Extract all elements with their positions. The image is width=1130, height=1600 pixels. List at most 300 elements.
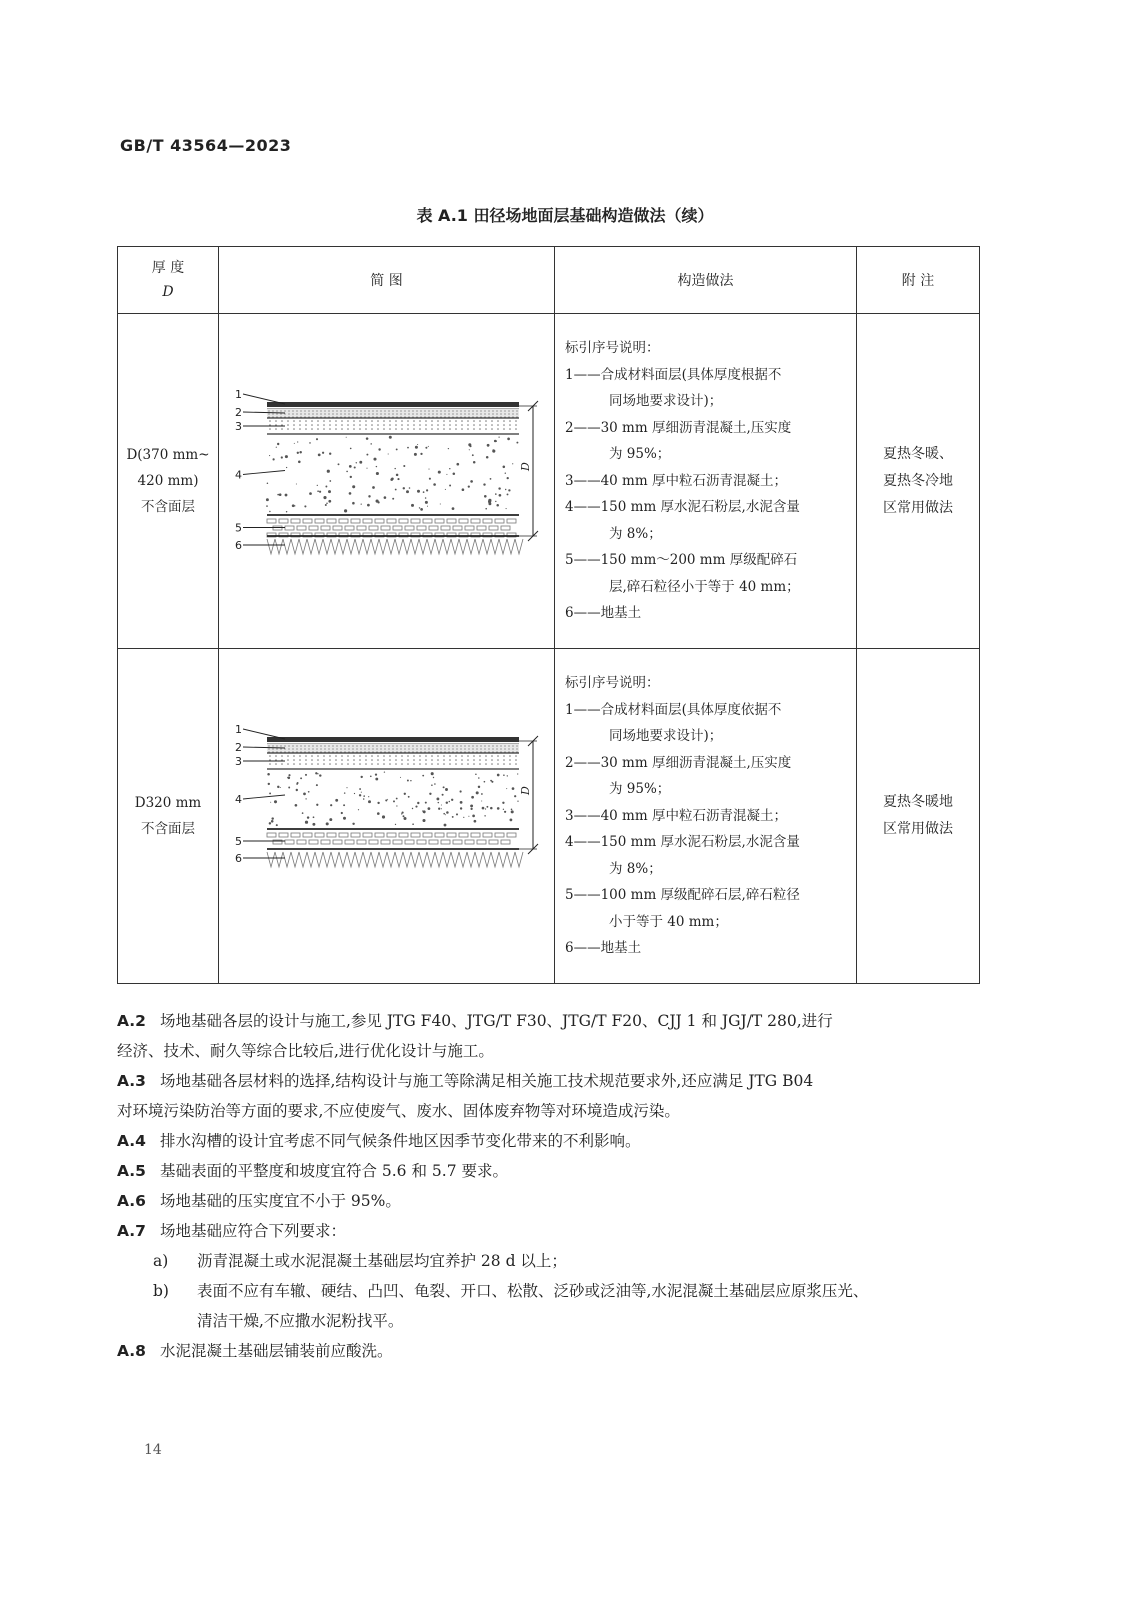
stone-powder-speck bbox=[294, 804, 297, 807]
stone-powder-speck bbox=[269, 792, 271, 794]
gravel-block bbox=[435, 833, 444, 837]
stone-powder-speck bbox=[329, 453, 331, 455]
medium-aggregate-dot bbox=[503, 759, 505, 761]
stone-powder-speck bbox=[337, 463, 339, 465]
stone-powder-speck bbox=[383, 771, 384, 772]
medium-aggregate-dot bbox=[509, 763, 511, 765]
medium-aggregate-dot bbox=[401, 424, 403, 426]
stone-powder-speck bbox=[431, 784, 433, 786]
stone-powder-speck bbox=[510, 810, 513, 813]
fine-aggregate-dot bbox=[344, 413, 345, 414]
stone-powder-speck bbox=[498, 436, 499, 437]
stone-powder-speck bbox=[315, 784, 317, 786]
stone-powder-speck bbox=[473, 820, 476, 823]
fine-aggregate-dot bbox=[268, 745, 269, 746]
medium-aggregate-dot bbox=[323, 424, 325, 426]
fine-aggregate-dot bbox=[432, 745, 433, 746]
medium-aggregate-dot bbox=[503, 420, 505, 422]
subgrade-hatch bbox=[267, 539, 523, 554]
fine-aggregate-dot bbox=[380, 410, 381, 411]
layer-section-diagram bbox=[227, 721, 547, 911]
stone-powder-speck bbox=[456, 463, 459, 466]
medium-aggregate-dot bbox=[425, 420, 427, 422]
fine-aggregate-dot bbox=[316, 745, 317, 746]
stone-powder-speck bbox=[297, 441, 298, 442]
medium-aggregate-dot bbox=[353, 755, 355, 757]
fine-aggregate-dot bbox=[492, 413, 493, 414]
stone-powder-speck bbox=[368, 495, 370, 497]
medium-aggregate-dot bbox=[329, 424, 331, 426]
fine-aggregate-dot bbox=[268, 410, 269, 411]
table-header-row bbox=[118, 247, 980, 314]
stone-powder-speck bbox=[484, 495, 487, 498]
thickness-cell bbox=[118, 649, 219, 984]
fine-aggregate-dot bbox=[460, 748, 461, 749]
gravel-block bbox=[411, 519, 420, 523]
fine-aggregate-dot bbox=[340, 413, 341, 414]
fine-aggregate-dot bbox=[444, 745, 445, 746]
fine-aggregate-dot bbox=[356, 413, 357, 414]
fine-aggregate-dot bbox=[500, 413, 501, 414]
medium-aggregate-dot bbox=[347, 428, 349, 430]
stone-powder-speck bbox=[287, 777, 288, 778]
fine-aggregate-dot bbox=[492, 748, 493, 749]
stone-powder-speck bbox=[406, 490, 409, 493]
stone-powder-speck bbox=[346, 787, 347, 788]
stone-powder-speck bbox=[451, 799, 453, 801]
stone-powder-speck bbox=[506, 493, 508, 495]
medium-aggregate-dot bbox=[473, 763, 475, 765]
medium-aggregate-dot bbox=[455, 763, 457, 765]
stone-powder-speck bbox=[401, 813, 402, 814]
fine-aggregate-dot bbox=[360, 745, 361, 746]
medium-aggregate-dot bbox=[299, 755, 301, 757]
medium-aggregate-dot bbox=[431, 763, 433, 765]
medium-aggregate-dot bbox=[287, 428, 289, 430]
fine-aggregate-dot bbox=[476, 748, 477, 749]
leader-line bbox=[243, 729, 285, 739]
medium-aggregate-dot bbox=[359, 420, 361, 422]
fine-aggregate-dot bbox=[404, 410, 405, 411]
medium-aggregate-dot bbox=[437, 424, 439, 426]
gravel-block bbox=[441, 840, 450, 844]
stone-powder-speck bbox=[393, 800, 395, 802]
gravel-block bbox=[423, 519, 432, 523]
method-line: 5——100 mm 厚级配碎石层,碎石粒径 bbox=[565, 887, 800, 904]
fine-aggregate-dot bbox=[372, 410, 373, 411]
gravel-block bbox=[483, 519, 492, 523]
fine-aggregate-dot bbox=[332, 410, 333, 411]
stone-powder-speck bbox=[459, 801, 462, 804]
gravel-block bbox=[297, 840, 306, 844]
stone-powder-speck bbox=[394, 489, 396, 491]
medium-aggregate-dot bbox=[353, 420, 355, 422]
fine-aggregate-dot bbox=[500, 748, 501, 749]
stone-powder-speck bbox=[508, 489, 510, 491]
medium-aggregate-dot bbox=[383, 763, 385, 765]
fine-aggregate-dot bbox=[292, 745, 293, 746]
fine-aggregate-dot bbox=[288, 413, 289, 414]
medium-aggregate-dot bbox=[395, 755, 397, 757]
stone-powder-speck bbox=[395, 798, 397, 800]
gravel-block bbox=[285, 526, 294, 530]
fine-aggregate-dot bbox=[296, 745, 297, 746]
stone-powder-speck bbox=[472, 461, 475, 464]
medium-aggregate-dot bbox=[401, 763, 403, 765]
medium-aggregate-dot bbox=[269, 763, 271, 765]
stone-powder-speck bbox=[441, 794, 443, 796]
fine-aggregate-dot bbox=[476, 410, 477, 411]
thickness-line: 不含面层 bbox=[141, 821, 195, 837]
fine-aggregate-dot bbox=[408, 745, 409, 746]
gravel-block bbox=[381, 526, 390, 530]
fine-aggregate-dot bbox=[292, 413, 293, 414]
stone-powder-speck bbox=[394, 468, 395, 469]
fine-aggregate-dot bbox=[308, 745, 309, 746]
method-line: 3——40 mm 厚中粒石沥青混凝土； bbox=[565, 472, 787, 489]
fine-aggregate-dot bbox=[408, 410, 409, 411]
layer-number-label: 4 bbox=[234, 793, 242, 806]
fine-aggregate-dot bbox=[420, 748, 421, 749]
fine-aggregate-dot bbox=[400, 745, 401, 746]
medium-aggregate-dot bbox=[467, 755, 469, 757]
medium-aggregate-dot bbox=[443, 759, 445, 761]
stone-powder-speck bbox=[445, 801, 447, 803]
layer-number-label: 1 bbox=[234, 723, 242, 736]
fine-aggregate-dot bbox=[312, 413, 313, 414]
gravel-block bbox=[381, 840, 390, 844]
medium-aggregate-dot bbox=[377, 424, 379, 426]
fine-aggregate-dot bbox=[416, 413, 417, 414]
fine-aggregate-dot bbox=[396, 745, 397, 746]
stone-powder-speck bbox=[288, 774, 290, 776]
stone-powder-speck bbox=[368, 800, 371, 803]
clause-text: 水泥混凝土基础层铺装前应酸洗。 bbox=[159, 1342, 393, 1360]
fine-aggregate-dot bbox=[424, 745, 425, 746]
stone-powder-speck bbox=[296, 452, 298, 454]
stone-powder-speck bbox=[470, 808, 472, 810]
stone-powder-speck bbox=[432, 777, 433, 778]
stone-powder-speck bbox=[493, 440, 496, 443]
medium-aggregate-dot bbox=[443, 763, 445, 765]
fine-aggregate-dot bbox=[508, 745, 509, 746]
medium-aggregate-dot bbox=[383, 424, 385, 426]
stone-powder-speck bbox=[422, 775, 424, 777]
fine-aggregate-dot bbox=[308, 748, 309, 749]
gravel-block bbox=[405, 526, 414, 530]
medium-aggregate-dot bbox=[431, 755, 433, 757]
fine-aggregate-dot bbox=[284, 410, 285, 411]
fine-aggregate-dot bbox=[348, 410, 349, 411]
fine-aggregate-dot bbox=[464, 413, 465, 414]
stone-powder-speck bbox=[502, 466, 505, 469]
medium-aggregate-dot bbox=[467, 759, 469, 761]
stone-powder-speck bbox=[437, 471, 440, 474]
stone-powder-speck bbox=[353, 466, 355, 468]
fine-aggregate-dot bbox=[292, 410, 293, 411]
stone-powder-speck bbox=[329, 480, 331, 482]
fine-aggregate-dot bbox=[444, 413, 445, 414]
gravel-block bbox=[507, 519, 516, 523]
fine-aggregate-dot bbox=[380, 413, 381, 414]
stone-powder-speck bbox=[312, 816, 314, 818]
fine-aggregate-dot bbox=[368, 413, 369, 414]
medium-aggregate-dot bbox=[305, 763, 307, 765]
medium-aggregate-dot bbox=[377, 755, 379, 757]
medium-aggregate-dot bbox=[275, 428, 277, 430]
stone-powder-speck bbox=[387, 453, 388, 454]
medium-aggregate-dot bbox=[287, 759, 289, 761]
gravel-block bbox=[357, 840, 366, 844]
medium-aggregate-dot bbox=[509, 755, 511, 757]
stone-powder-speck bbox=[468, 449, 469, 450]
stone-powder-speck bbox=[300, 777, 302, 779]
note-line: 夏热冬暖地 bbox=[883, 794, 953, 810]
gravel-block bbox=[327, 519, 336, 523]
medium-aggregate-dot bbox=[395, 424, 397, 426]
fine-aggregate-dot bbox=[396, 748, 397, 749]
stone-powder-speck bbox=[481, 807, 484, 810]
stone-powder-speck bbox=[440, 808, 441, 809]
medium-aggregate-dot bbox=[305, 755, 307, 757]
stone-powder-speck bbox=[436, 797, 439, 800]
medium-aggregate-dot bbox=[317, 755, 319, 757]
clause-a2-cont: 经济、技术、耐久等综合比较后,进行优化设计与施工。 bbox=[117, 1042, 494, 1060]
clause-number: A.5 bbox=[117, 1162, 146, 1180]
method-line: 同场地要求设计)； bbox=[609, 393, 723, 410]
fine-aggregate-dot bbox=[288, 410, 289, 411]
leader-line bbox=[243, 795, 285, 799]
clause-a8 bbox=[117, 1336, 983, 1366]
stone-powder-speck bbox=[293, 443, 294, 444]
stone-powder-speck bbox=[301, 812, 303, 814]
fine-aggregate-dot bbox=[516, 413, 517, 414]
stone-powder-speck bbox=[403, 465, 405, 467]
stone-powder-speck bbox=[325, 486, 327, 488]
header-thickness-label: 厚 度 bbox=[151, 260, 185, 276]
medium-aggregate-dot bbox=[425, 428, 427, 430]
gravel-block bbox=[477, 840, 486, 844]
gravel-block bbox=[387, 519, 396, 523]
fine-aggregate-dot bbox=[300, 748, 301, 749]
medium-aggregate-dot bbox=[323, 755, 325, 757]
stone-powder-speck bbox=[420, 453, 422, 455]
fine-aggregate-dot bbox=[352, 748, 353, 749]
stone-powder-speck bbox=[489, 478, 491, 480]
fine-aggregate-dot bbox=[328, 745, 329, 746]
stone-powder-speck bbox=[470, 804, 473, 807]
surface-layer bbox=[267, 737, 519, 742]
fine-aggregate-dot bbox=[312, 745, 313, 746]
fine-aggregate-dot bbox=[464, 410, 465, 411]
stone-powder-speck bbox=[461, 488, 464, 491]
fine-aggregate-dot bbox=[308, 413, 309, 414]
medium-aggregate-dot bbox=[389, 759, 391, 761]
clause-number: A.7 bbox=[117, 1222, 146, 1240]
stone-powder-speck bbox=[449, 468, 450, 469]
stone-powder-speck bbox=[414, 446, 417, 449]
document-code: GB/T 43564—2023 bbox=[120, 136, 292, 155]
fine-aggregate-dot bbox=[444, 410, 445, 411]
gravel-block bbox=[459, 519, 468, 523]
stone-powder-speck bbox=[477, 786, 479, 788]
method-line: 同场地要求设计)； bbox=[609, 728, 723, 745]
medium-aggregate-dot bbox=[485, 428, 487, 430]
medium-aggregate-dot bbox=[305, 420, 307, 422]
fine-aggregate-dot bbox=[512, 745, 513, 746]
gravel-block bbox=[489, 526, 498, 530]
stone-powder-speck bbox=[486, 806, 488, 808]
stone-powder-speck bbox=[328, 490, 331, 493]
stone-powder-speck bbox=[366, 468, 367, 469]
fine-aggregate-dot bbox=[400, 748, 401, 749]
medium-aggregate-dot bbox=[455, 755, 457, 757]
stone-powder-speck bbox=[303, 793, 306, 796]
stone-powder-speck bbox=[353, 793, 354, 794]
medium-aggregate-dot bbox=[509, 424, 511, 426]
layer-number-label: 2 bbox=[234, 406, 242, 419]
stone-powder-speck bbox=[375, 778, 378, 781]
fine-aggregate-dot bbox=[356, 745, 357, 746]
fine-aggregate-dot bbox=[448, 745, 449, 746]
fine-aggregate-dot bbox=[428, 413, 429, 414]
fine-aggregate-dot bbox=[272, 410, 273, 411]
stone-powder-speck bbox=[275, 824, 277, 826]
layer-number-label: 3 bbox=[234, 755, 242, 768]
fine-aggregate-dot bbox=[296, 410, 297, 411]
stone-powder-speck bbox=[272, 458, 274, 460]
fine-aggregate-dot bbox=[352, 745, 353, 746]
stone-powder-speck bbox=[352, 485, 355, 488]
stone-powder-speck bbox=[299, 451, 301, 453]
medium-aggregate-dot bbox=[503, 755, 505, 757]
fine-aggregate-dot bbox=[472, 748, 473, 749]
stone-powder-speck bbox=[284, 455, 287, 458]
stone-powder-speck bbox=[385, 799, 387, 801]
medium-aggregate-dot bbox=[461, 420, 463, 422]
note-cell bbox=[857, 314, 980, 649]
medium-aggregate-dot bbox=[467, 420, 469, 422]
stone-powder-speck bbox=[344, 509, 347, 512]
stone-powder-speck bbox=[434, 783, 436, 785]
fine-aggregate-dot bbox=[488, 413, 489, 414]
stone-powder-speck bbox=[363, 795, 365, 797]
fine-aggregate-dot bbox=[500, 745, 501, 746]
fine-aggregate-dot bbox=[388, 413, 389, 414]
fine-aggregate-dot bbox=[512, 410, 513, 411]
gravel-block bbox=[399, 519, 408, 523]
medium-aggregate-dot bbox=[317, 420, 319, 422]
gravel-block bbox=[375, 519, 384, 523]
medium-aggregate-dot bbox=[353, 424, 355, 426]
medium-aggregate-dot bbox=[437, 755, 439, 757]
stone-powder-speck bbox=[422, 491, 424, 493]
leader-line bbox=[243, 394, 285, 404]
stone-powder-speck bbox=[312, 823, 315, 826]
medium-aggregate-dot bbox=[461, 763, 463, 765]
stone-powder-speck bbox=[475, 774, 477, 776]
fine-aggregate-dot bbox=[496, 410, 497, 411]
method-line: 6——地基土 bbox=[565, 605, 642, 622]
stone-powder-speck bbox=[266, 505, 268, 507]
medium-aggregate-dot bbox=[401, 428, 403, 430]
medium-aggregate-dot bbox=[431, 424, 433, 426]
stone-powder-speck bbox=[357, 809, 358, 810]
layer-number-label: 4 bbox=[234, 468, 242, 482]
medium-aggregate-dot bbox=[395, 759, 397, 761]
stone-powder-speck bbox=[345, 437, 346, 438]
fine-aggregate-dot bbox=[296, 413, 297, 414]
stone-powder-speck bbox=[270, 820, 273, 823]
stone-powder-speck bbox=[285, 511, 286, 512]
fine-aggregate-dot bbox=[476, 413, 477, 414]
stone-powder-speck bbox=[349, 476, 351, 478]
medium-aggregate-dot bbox=[491, 759, 493, 761]
stone-powder-speck bbox=[427, 807, 430, 810]
clause-text: 场地基础的压实度宜不小于 95%。 bbox=[159, 1192, 401, 1210]
gravel-block bbox=[393, 840, 402, 844]
stone-powder-speck bbox=[506, 477, 508, 479]
fine-aggregate-dot bbox=[464, 745, 465, 746]
fine-aggregate-dot bbox=[468, 413, 469, 414]
fine-aggregate-dot bbox=[484, 745, 485, 746]
medium-aggregate-dot bbox=[365, 420, 367, 422]
medium-aggregate-dot bbox=[365, 428, 367, 430]
method-line: 为 95%； bbox=[609, 781, 671, 798]
medium-aggregate-dot bbox=[461, 424, 463, 426]
fine-aggregate-dot bbox=[400, 410, 401, 411]
stone-powder-speck bbox=[271, 817, 273, 819]
medium-aggregate-dot bbox=[329, 763, 331, 765]
stone-powder-speck bbox=[415, 806, 417, 808]
medium-aggregate-dot bbox=[395, 763, 397, 765]
fine-aggregate-dot bbox=[456, 745, 457, 746]
medium-aggregate-dot bbox=[371, 428, 373, 430]
medium-aggregate-dot bbox=[359, 424, 361, 426]
medium-aggregate-dot bbox=[485, 420, 487, 422]
medium-aggregate-dot bbox=[311, 420, 313, 422]
medium-aggregate-dot bbox=[413, 420, 415, 422]
medium-aggregate-dot bbox=[305, 759, 307, 761]
medium-aggregate-dot bbox=[407, 763, 409, 765]
stone-powder-speck bbox=[481, 801, 482, 802]
gravel-block bbox=[327, 833, 336, 837]
stone-powder-speck bbox=[273, 800, 276, 803]
medium-aggregate-dot bbox=[323, 759, 325, 761]
stone-powder-speck bbox=[472, 815, 475, 818]
medium-aggregate-dot bbox=[311, 428, 313, 430]
fine-aggregate-dot bbox=[448, 410, 449, 411]
stone-powder-speck bbox=[433, 483, 436, 486]
fine-aggregate-dot bbox=[428, 410, 429, 411]
fine-aggregate-dot bbox=[420, 410, 421, 411]
medium-aggregate-dot bbox=[503, 424, 505, 426]
medium-aggregate-dot bbox=[473, 424, 475, 426]
stone-powder-speck bbox=[317, 490, 319, 492]
stone-powder-speck bbox=[340, 812, 342, 814]
stone-powder-speck bbox=[368, 796, 369, 797]
gravel-block bbox=[447, 519, 456, 523]
fine-aggregate-dot bbox=[404, 748, 405, 749]
list-item-text: 表面不应有车辙、硬结、凸凹、龟裂、开口、松散、泛砂或泛油等,水泥混凝土基础层应原浆压光、 bbox=[197, 1282, 869, 1300]
stone-powder-speck bbox=[442, 786, 444, 788]
fine-aggregate-dot bbox=[492, 745, 493, 746]
gravel-block bbox=[297, 526, 306, 530]
medium-aggregate-dot bbox=[503, 763, 505, 765]
fine-aggregate-dot bbox=[372, 745, 373, 746]
stone-powder-speck bbox=[396, 805, 397, 806]
header-method: 构造做法 bbox=[555, 247, 857, 314]
